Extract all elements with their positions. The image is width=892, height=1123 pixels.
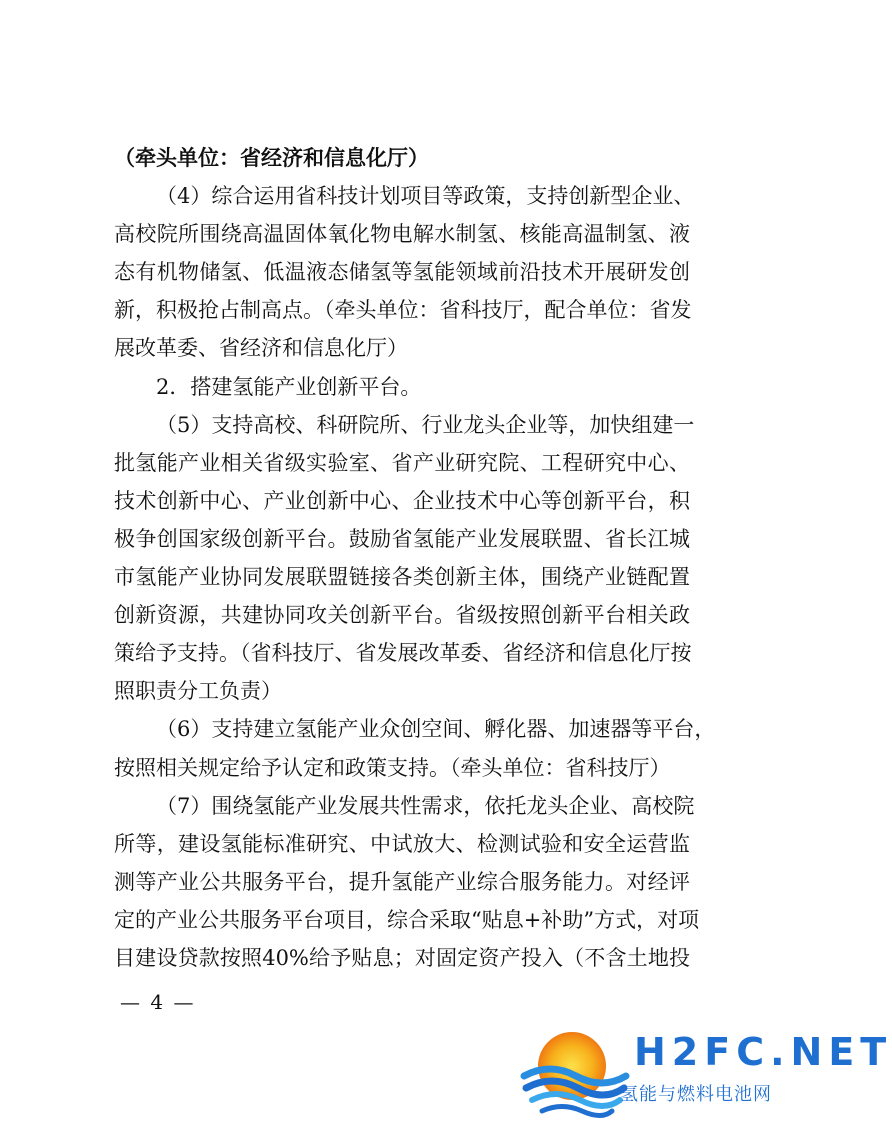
text-line: （牵头单位：省经济和信息化厅） <box>114 145 429 170</box>
watermark-subtitle: 氢能与燃料电池网 <box>620 1084 772 1105</box>
h2fc-emblem-icon <box>516 1026 628 1121</box>
text-line: 2．搭建氢能产业创新平台。 <box>156 374 422 399</box>
text-line: 定的产业公共服务平台项目，综合采取“贴息+补助”方式，对项 <box>114 907 700 932</box>
text-line: 极争创国家级创新平台。鼓励省氢能产业发展联盟、省长江城 <box>114 526 690 551</box>
text-line: 态有机物储氢、低温液态储氢等氢能领域前沿技术开展研发创 <box>114 260 690 285</box>
text-line: 目建设贷款按照40%给予贴息；对固定资产投入（不含土地投 <box>114 945 690 970</box>
text-line: 批氢能产业相关省级实验室、省产业研究院、工程研究中心、 <box>114 450 690 475</box>
text-line: 创新资源，共建协同攻关创新平台。省级按照创新平台相关政 <box>114 603 690 628</box>
document-body <box>114 139 716 977</box>
text-line: 高校院所围绕高温固体氧化物电解水制氢、核能高温制氢、液 <box>114 222 690 247</box>
text-line: （4）综合运用省科技计划项目等政策，支持创新型企业、 <box>156 184 695 209</box>
text-line: 市氢能产业协同发展联盟链接各类创新主体，围绕产业链配置 <box>114 565 690 590</box>
text-line: 技术创新中心、产业创新中心、企业技术中心等创新平台，积 <box>114 488 690 513</box>
text-line: 照职责分工负责） <box>114 679 282 704</box>
h2fc-watermark-logo <box>516 1022 892 1123</box>
text-line: 策给予支持。（省科技厅、省发展改革委、省经济和信息化厅按 <box>114 641 692 666</box>
text-line: 展改革委、省经济和信息化厅） <box>114 336 408 361</box>
watermark-title: H2FC.NET <box>634 1030 892 1074</box>
text-line: 所等，建设氢能标准研究、中试放大、检测试验和安全运营监 <box>114 831 690 856</box>
text-line: 按照相关规定给予认定和政策支持。（牵头单位：省科技厅） <box>114 755 671 780</box>
text-line: （6）支持建立氢能产业众创空间、孵化器、加速器等平台， <box>156 717 716 742</box>
text-line: （7）围绕氢能产业发展共性需求，依托龙头企业、高校院 <box>156 793 695 818</box>
text-line: （5）支持高校、科研院所、行业龙头企业等，加快组建一 <box>156 412 695 437</box>
page-number: — 4 — <box>120 990 196 1014</box>
text-line: 测等产业公共服务平台，提升氢能产业综合服务能力。对经评 <box>114 869 690 894</box>
text-line: 新，积极抢占制高点。（牵头单位：省科技厅，配合单位：省发 <box>114 298 692 323</box>
